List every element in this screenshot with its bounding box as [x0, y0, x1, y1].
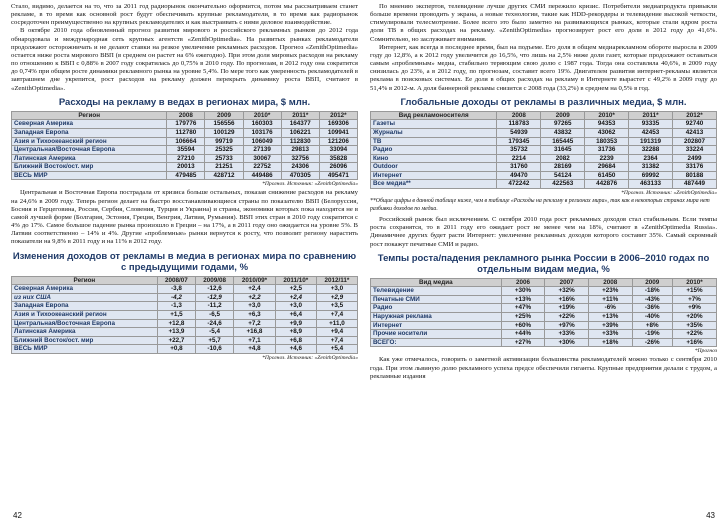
table-header-cell: 2012*: [319, 111, 357, 120]
table-cell: +7,1: [234, 336, 276, 345]
table-cell: -10,6: [196, 345, 234, 354]
row-label: Центральная/Восточная Европа: [12, 319, 158, 328]
table-cell: 32756: [281, 154, 319, 163]
table-cell: +7,4: [316, 310, 357, 319]
table-cell: 92740: [673, 120, 717, 129]
table-cell: 463133: [629, 180, 673, 189]
table-cell: 25733: [205, 154, 243, 163]
table-cell: -19%: [632, 330, 672, 339]
row-label: Наружная реклама: [371, 313, 502, 322]
table-cell: +60%: [501, 321, 545, 330]
table-title: Изменения доходов от рекламы в медиа в регионах мира по сравнению с предыдущими годами, %: [12, 250, 357, 273]
table-cell: 25325: [205, 146, 243, 155]
table-cell: +5,7: [196, 336, 234, 345]
table-header-cell: 2010*: [672, 278, 716, 287]
table-cell: 35828: [319, 154, 357, 163]
table-cell: 49470: [497, 171, 541, 180]
paragraph: Как уже отмечалось, говорить о заметной активизации большинства рекламодателей можно только с сентября 2010 года. При этом львиную долю рекламного успеха предсе обеспечили гиганты. Крупные предприятия делали с трудом, а рекламные издания: [370, 356, 717, 380]
table-row: [12, 171, 358, 180]
table-cell: -12,9: [196, 293, 234, 302]
page-number: 42: [13, 511, 22, 520]
table-row: [371, 321, 717, 330]
table-cell: 472242: [497, 180, 541, 189]
table-cell: 106664: [167, 137, 205, 146]
table-cell: 93335: [629, 120, 673, 129]
table-row: [12, 137, 358, 146]
table-header-cell: 2010/09*: [234, 276, 276, 285]
table-cell: 160303: [243, 120, 281, 129]
table-cell: 422563: [541, 180, 585, 189]
table-cell: 30067: [243, 154, 281, 163]
table-cell: 61450: [585, 171, 629, 180]
table-row: [371, 163, 717, 172]
table-cell: +15%: [672, 287, 716, 296]
table-cell: 180353: [585, 137, 629, 146]
table-cell: 22752: [243, 163, 281, 172]
table-cell: +6,8: [275, 336, 316, 345]
table-cell: 42453: [629, 128, 673, 137]
table-row: [371, 146, 717, 155]
table-cell: +13%: [588, 313, 632, 322]
table-cell: -6%: [588, 304, 632, 313]
table-header-cell: 2008: [588, 278, 632, 287]
table-cell: -43%: [632, 295, 672, 304]
table-cell: +8,9: [275, 328, 316, 337]
table-cell: 169306: [319, 120, 357, 129]
table-row: [12, 163, 358, 172]
table-title: Расходы на рекламу в ведах в регионах мира, $ млн.: [58, 96, 311, 108]
row-label: ВЕСЬ МИР: [12, 345, 158, 354]
regional-change-table: [11, 276, 358, 354]
table-row: [371, 171, 717, 180]
paragraph: По мнению экспертов, телевидение лучше других СМИ пережило кризис. Потребители медиапродукта привыкли больше времени проводить у экрана, а новые технологии, такие как HDD-рекордеры и телевидение высокой четкости, стимулировали телесмотрение. Более всего это было заметно на развивающихся рынках, которые стали ядром роста доли ТВ в общих расходах на рекламу. «ZenithOptimedia» прогнозирует рост его доли в 2012 году до 41,6%. Сомнительно, но заслуживает внимания.: [370, 3, 717, 43]
row-label: Кино: [371, 154, 497, 163]
table-cell: 487449: [673, 180, 717, 189]
page-number: 43: [706, 511, 715, 520]
table-cell: +16,8: [234, 328, 276, 337]
table-cell: +44%: [501, 330, 545, 339]
table-cell: 24306: [281, 163, 319, 172]
table-header-cell: 2007: [545, 278, 589, 287]
table-row: [12, 328, 358, 337]
table-row: [371, 330, 717, 339]
table-cell: 428712: [205, 171, 243, 180]
row-label: Радио: [371, 146, 497, 155]
table-cell: 43832: [541, 128, 585, 137]
media-revenue-table: [370, 111, 717, 189]
table-cell: +13%: [501, 295, 545, 304]
table-cell: -18%: [632, 287, 672, 296]
table-header-cell: Вид медиа: [371, 278, 502, 287]
table-cell: +25%: [501, 313, 545, 322]
table-row: [12, 302, 358, 311]
table-cell: +23%: [588, 287, 632, 296]
table-cell: +39%: [588, 321, 632, 330]
row-label: Журналы: [371, 128, 497, 137]
table-header-cell: Регион: [12, 276, 158, 285]
table-row: [12, 120, 358, 129]
table-cell: 164377: [281, 120, 319, 129]
table-cell: +2,5: [275, 285, 316, 294]
table-cell: +5,4: [316, 345, 357, 354]
russia-growth-table: [370, 278, 717, 348]
table-header-cell: 2009/08: [196, 276, 234, 285]
intro-paragraph: Стало, видимо, делается на то, что за 2011 год радиорынок окончательно оформится, потом мы рассматриваем станет рекламе, в то время как основной рост будут обеспечивать крупные рекламодатели, в то время как радиорынок сосредоточен преимущественно на крупных рекламодателях и как выстраивать с ними деловое взаимодействие.: [11, 3, 358, 27]
table-cell: +2,4: [275, 293, 316, 302]
table-cell: 2214: [497, 154, 541, 163]
table-row: [371, 120, 717, 129]
table-cell: 2239: [585, 154, 629, 163]
table-row: [12, 154, 358, 163]
table-header-cell: 2011*: [281, 111, 319, 120]
table-cell: 80188: [673, 171, 717, 180]
table-header-cell: 2012/11*: [316, 276, 357, 285]
table-cell: 121206: [319, 137, 357, 146]
row-label: Все медиа**: [371, 180, 497, 189]
table-source: *Прогноз. Источник: «ZenithOptimedia»: [621, 190, 717, 197]
table-header-cell: 2008: [167, 111, 205, 120]
table-cell: -40%: [632, 313, 672, 322]
table-header-cell: Вид рекламоносителя: [371, 111, 497, 120]
table-cell: +30%: [545, 338, 589, 347]
table-source: *Прогноз: [694, 348, 717, 355]
table-cell: +0,8: [157, 345, 195, 354]
paragraph: Центральная и Восточная Европа пострадала от кризиса больше остальных, показав снижение расходов на рекламу на 24,6% в 2009 году. Теперь регион делает на быстро восстанавливающиеся страны по показателю ВВП (Белоруссия, Босния и Герцеговина, Россия, Сербия, Словения, Турция и Украина) и страны, экономики которых пока находятся не в самой лучшей форме (Болгария, Эстония, Греция, Венгрия, Латвия, Румыния). ВВП этих стран в 2010 году сократится с 4% до 17%. Самое большое падение рынка произошло в Греции – на 17%, а в 2011 году оно ожидается на уровне 5%. В Латвии соответственно – 14% и 4%. Другие «проблемные» рынки вернутся к росту, что позволит региону нарастить показатели на 9,8% в 2011 году и на 11% в 2012 году.: [11, 189, 358, 246]
table-cell: +2,2: [234, 293, 276, 302]
table-header-cell: 2011/10*: [275, 276, 316, 285]
table-cell: +22%: [672, 330, 716, 339]
table-cell: +3,0: [275, 302, 316, 311]
table-cell: 2082: [541, 154, 585, 163]
table-cell: +16%: [672, 338, 716, 347]
table-row: [371, 295, 717, 304]
table-header-cell: 2010*: [585, 111, 629, 120]
table-cell: 27210: [167, 154, 205, 163]
table-cell: 179776: [167, 120, 205, 129]
table-cell: 29684: [585, 163, 629, 172]
table-header-cell: 2009: [541, 111, 585, 120]
table-cell: +16%: [545, 295, 589, 304]
table-cell: 35732: [497, 146, 541, 155]
table-cell: +3,5: [316, 302, 357, 311]
table-cell: +9%: [672, 304, 716, 313]
table-cell: 27139: [243, 146, 281, 155]
table-title: Глобальные доходы от рекламы в различных медиа, $ млн.: [400, 96, 687, 108]
table-header-cell: 2011*: [629, 111, 673, 120]
table-cell: +2,4: [234, 285, 276, 294]
table-cell: +6,4: [275, 310, 316, 319]
table-cell: 106049: [243, 137, 281, 146]
table-cell: 33094: [319, 146, 357, 155]
table-header-cell: Регион: [12, 111, 167, 120]
table-cell: 495471: [319, 171, 357, 180]
table-cell: 20013: [167, 163, 205, 172]
table-cell: +11%: [588, 295, 632, 304]
table-header-cell: 2009: [632, 278, 672, 287]
table-cell: +7,4: [316, 336, 357, 345]
row-label: Интернет: [371, 171, 497, 180]
table-cell: -11,2: [196, 302, 234, 311]
table-cell: +9,4: [316, 328, 357, 337]
table-cell: +33%: [545, 330, 589, 339]
table-cell: +22%: [545, 313, 589, 322]
table-cell: -24,6: [196, 319, 234, 328]
table-cell: +7%: [672, 295, 716, 304]
table-row: [12, 345, 358, 354]
table-row: [371, 304, 717, 313]
table-cell: +35%: [672, 321, 716, 330]
table-cell: 112780: [167, 128, 205, 137]
table-cell: +4,6: [275, 345, 316, 354]
row-label: Северная Америка: [12, 120, 167, 129]
table-cell: 31645: [541, 146, 585, 155]
table-cell: 191319: [629, 137, 673, 146]
table-cell: 69992: [629, 171, 673, 180]
paragraph: Интернет, как всегда в последнее время, был на подъеме. Его доля в общем медиарекламном обороте выросла в 2009 году до 12,8%, а к 2012 году увеличится до 16,5%, что лишь на 2,5% ниже доли газет, которые продолжают оставаться самым «проблемным» медиа, стабильно теряющим свою долю с 1987 года. Тогда она составляла 40,6%, в 2009 году снизилась до 23%, а в 2012 году, по прогнозам, составит всего 19%. Двигателем развития интернет-рекламы является реклама в поисковых системах. Ее доля в общих расходах на рекламу в Интернете вырастет с 49,2% в 2009 году до 51,4% в 2012-м. А доля баннерной рекламы снизится с 2008 года (33,2%) в среднем на 0,5% в год.: [370, 43, 717, 92]
table-cell: 43062: [585, 128, 629, 137]
table-cell: -3,8: [157, 285, 195, 294]
table-cell: 109941: [319, 128, 357, 137]
table-cell: 2364: [629, 154, 673, 163]
table-row: [371, 154, 717, 163]
table-cell: 54939: [497, 128, 541, 137]
table-cell: 31760: [497, 163, 541, 172]
table-cell: +20%: [672, 313, 716, 322]
table-cell: +27%: [501, 338, 545, 347]
table-cell: +47%: [501, 304, 545, 313]
table-cell: 202807: [673, 137, 717, 146]
table-source: *Прогноз. Источник: «ZenithOptimedia»: [262, 354, 358, 361]
table-row: [371, 180, 717, 189]
row-label: ТВ: [371, 137, 497, 146]
table-cell: +11,0: [316, 319, 357, 328]
row-label: Западная Европа: [12, 128, 167, 137]
row-label: ВСЕГО:: [371, 338, 502, 347]
table-cell: +22,7: [157, 336, 195, 345]
row-label: Азия и Тихоокеанский регион: [12, 137, 167, 146]
table-header-cell: 2010*: [243, 111, 281, 120]
table-cell: +4,8: [234, 345, 276, 354]
left-page: [11, 0, 358, 524]
table-cell: 103176: [243, 128, 281, 137]
table-cell: 479485: [167, 171, 205, 180]
table-cell: +30%: [501, 287, 545, 296]
row-label: Азия и Тихоокеанский регион: [12, 310, 158, 319]
right-page: [370, 0, 717, 524]
table-cell: 156556: [205, 120, 243, 129]
table-cell: 470305: [281, 171, 319, 180]
table-row: [371, 313, 717, 322]
table-cell: 28169: [541, 163, 585, 172]
table-row: [12, 128, 358, 137]
table-cell: -6,5: [196, 310, 234, 319]
table-cell: 33224: [673, 146, 717, 155]
table-title: Темпы роста/падения рекламного рынка России в 2006–2010 годах по отдельным видам медиа, %: [377, 252, 710, 275]
row-label: Латинская Америка: [12, 328, 158, 337]
table-cell: 112830: [281, 137, 319, 146]
row-label: Западная Европа: [12, 302, 158, 311]
table-header-cell: 2008/07: [157, 276, 195, 285]
table-cell: 29813: [281, 146, 319, 155]
table-cell: +6,3: [234, 310, 276, 319]
table-cell: +12,8: [157, 319, 195, 328]
table-cell: 94353: [585, 120, 629, 129]
table-cell: +19%: [545, 304, 589, 313]
table-cell: -26%: [632, 338, 672, 347]
table-cell: 21251: [205, 163, 243, 172]
table-cell: -12,6: [196, 285, 234, 294]
table-footnote: **Общие цифры в данной таблице ниже, чем в таблице «Расходы на рекламу в регионах мира», так как в некоторых странах мира нет разбивки доходов по медиа.: [370, 198, 710, 212]
paragraph: В октябре 2010 года обновленный прогноз развития мирового и российского рекламных рынков до 2012 года обнародовала и международная сеть крупных агентств «ZenithOptimedia». На развитых рынках рекламодатели продолжают осторожничать и не делают ставки на резкое увеличение рекламных расходов. Прогноз «ZenithOptimedia» остается ниже роста мирового ВВП (в среднем он растет на 6% ежегодно). При этом доля мировых расходов на рекламу по отношению к ВВП с 0,88% в 2007 году сократилась до 0,75% в 2010 году. По прогнозам, в 2012 году она сократится до 0,74% при общем росте динамики рекламного рынка на уровне 5,4%. По мере того как уверенность рекламодателей в завтрашнем дне укрепится, рост расходов на рекламу должен перекрыть динамику роста ВВП, считают в «ZenithOptimedia».: [11, 27, 358, 92]
row-label: Интернет: [371, 321, 502, 330]
table-cell: +3,0: [234, 302, 276, 311]
table-header-cell: 2006: [501, 278, 545, 287]
table-cell: 179345: [497, 137, 541, 146]
table-cell: 97265: [541, 120, 585, 129]
table-row: [371, 137, 717, 146]
table-row: [12, 293, 358, 302]
table-cell: 42413: [673, 128, 717, 137]
table-cell: 99719: [205, 137, 243, 146]
table-cell: +1,5: [157, 310, 195, 319]
table-cell: 54124: [541, 171, 585, 180]
row-label: Латинская Америка: [12, 154, 167, 163]
table-row: [12, 285, 358, 294]
table-cell: 100129: [205, 128, 243, 137]
table-cell: +97%: [545, 321, 589, 330]
table-cell: 26096: [319, 163, 357, 172]
row-label: Центральная/Восточная Европа: [12, 146, 167, 155]
row-label: Ближний Восток/ост. мир: [12, 336, 158, 345]
table-cell: +7,2: [234, 319, 276, 328]
row-label: Outdoor: [371, 163, 497, 172]
table-cell: 35594: [167, 146, 205, 155]
table-cell: -1,3: [157, 302, 195, 311]
table-row: [12, 310, 358, 319]
table-row: [12, 336, 358, 345]
row-label: из них США: [12, 293, 158, 302]
table-cell: 31736: [585, 146, 629, 155]
row-label: ВЕСЬ МИР: [12, 171, 167, 180]
row-label: Газеты: [371, 120, 497, 129]
table-cell: 2499: [673, 154, 717, 163]
table-cell: +2,9: [316, 293, 357, 302]
table-cell: +32%: [545, 287, 589, 296]
table-cell: 442876: [585, 180, 629, 189]
table-cell: 33176: [673, 163, 717, 172]
table-source: *Прогноз. Источник: «ZenithOptimedia»: [262, 181, 358, 188]
table-header-cell: 2008: [497, 111, 541, 120]
row-label: Печатные СМИ: [371, 295, 502, 304]
regional-spend-table: [11, 111, 358, 181]
table-row: [12, 319, 358, 328]
table-cell: -4,2: [157, 293, 195, 302]
row-label: Прочие носители: [371, 330, 502, 339]
row-label: Ближний Восток/ост. мир: [12, 163, 167, 172]
table-cell: +9,9: [275, 319, 316, 328]
table-cell: 32288: [629, 146, 673, 155]
row-label: Радио: [371, 304, 502, 313]
paragraph: Российский рынок был исключением. С октября 2010 года рост рекламных доходов стал стабильным. Если темпы роста сохранятся, то в 2011 году его ожидает рост не менее чем на 18%, считают в «ZenithOptimedia Russia». Динамичнее других будет расти Интернет: увеличение рекламных доходов которого составит 35%. Самый скромный рост покажут печатные СМИ и радио.: [370, 216, 717, 248]
table-cell: +18%: [588, 338, 632, 347]
row-label: Телевидение: [371, 287, 502, 296]
row-label: Северная Америка: [12, 285, 158, 294]
table-cell: 118783: [497, 120, 541, 129]
table-header-cell: 2012*: [673, 111, 717, 120]
table-cell: 165445: [541, 137, 585, 146]
table-row: [371, 128, 717, 137]
table-cell: 449486: [243, 171, 281, 180]
table-cell: +8%: [632, 321, 672, 330]
table-cell: -36%: [632, 304, 672, 313]
table-cell: +33%: [588, 330, 632, 339]
table-row: [371, 338, 717, 347]
table-header-cell: 2009: [205, 111, 243, 120]
table-cell: +13,9: [157, 328, 195, 337]
table-row: [371, 287, 717, 296]
table-cell: 31382: [629, 163, 673, 172]
table-row: [12, 146, 358, 155]
table-cell: -5,4: [196, 328, 234, 337]
table-cell: +3,0: [316, 285, 357, 294]
table-cell: 106221: [281, 128, 319, 137]
